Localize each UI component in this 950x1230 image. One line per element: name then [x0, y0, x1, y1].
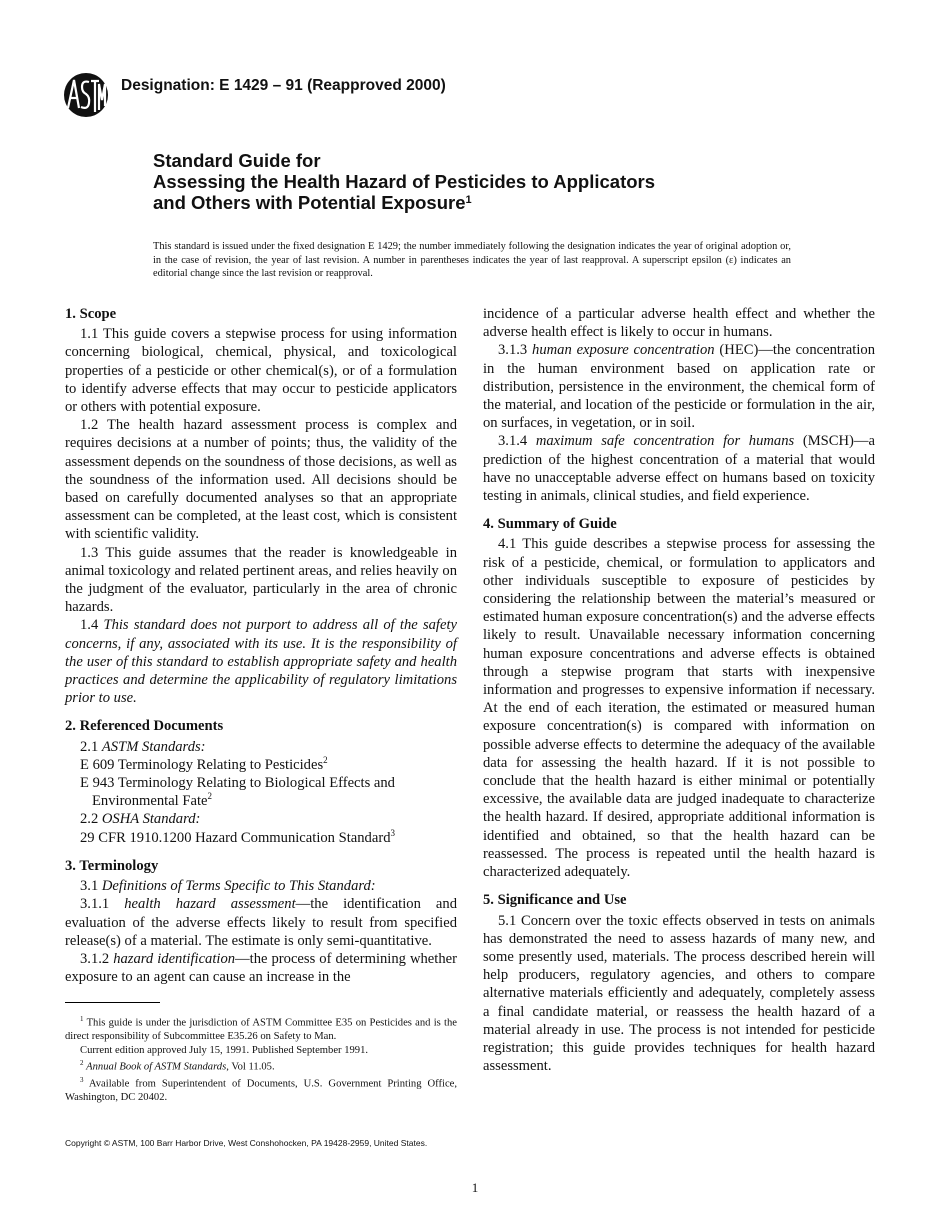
text-run: 3.1.4: [498, 433, 536, 450]
footnote-ref: 3: [80, 1076, 84, 1085]
title-text: and Others with Potential Exposure: [153, 192, 466, 213]
title-line: Assessing the Health Hazard of Pesticides to Applicators: [153, 171, 656, 192]
text-run: (HEC)—the concentration in the human environment based on application rate or distribution, persistence in the environment, the chemical form of the material, and location of the pesticide or formulation in the air, on surfaces, in vegetation, or in soil.: [483, 342, 875, 432]
text-run: 3.1.2: [80, 950, 114, 967]
text-run: 1.3 This guide assumes that the reader is knowledgeable in animal toxicology and related pertinent areas, and relies heavily on the judgment of the evaluator, particularly in the area of chronic hazards.: [65, 544, 457, 616]
text-run: 3.1: [80, 878, 102, 895]
paragraph: [483, 912, 875, 1076]
paragraph: [483, 432, 875, 505]
text-run: ASTM Standards:: [101, 738, 206, 755]
text-run: E 943 Terminology Relating to Biological Effects and Environmental Fate: [80, 775, 395, 810]
text-run: Current edition approved July 15, 1991. Published September 1991.: [80, 1044, 369, 1056]
text-run: health hazard assessment: [124, 896, 296, 913]
text-run: This guide is under the jurisdiction of ASTM Committee E35 on Pesticides and is the direct responsibility of Subcommittee E35.26 on Safety to Man.: [65, 1017, 457, 1043]
paragraph: [65, 544, 457, 617]
paragraph: [65, 416, 457, 543]
text-run: E 609 Terminology Relating to Pesticides: [80, 756, 324, 773]
text-run: maximum safe concentration for humans: [535, 433, 795, 450]
section-heading: [483, 515, 875, 533]
text-run: incidence of a particular adverse health effect and whether the adverse health effect is likely to occur in humans.: [483, 306, 875, 341]
paragraph: [65, 950, 457, 986]
text-run: 5. Significance and Use: [483, 892, 627, 909]
section-heading: [483, 891, 875, 909]
footnote: [65, 1044, 457, 1058]
text-run: 2. Referenced Documents: [65, 718, 224, 735]
title-line: Standard Guide for: [153, 150, 321, 171]
footnotes: [65, 1013, 457, 1105]
paragraph: [65, 738, 457, 756]
left-column: [65, 305, 457, 986]
text-run: 3.1.1: [80, 896, 125, 913]
text-run: This standard does not purport to address all of the safety concerns, if any, associated with its use. It is the responsibility of the user of this standard to establish appropriate safety and health practices and determine the applicability of regulatory limitations prior to use.: [65, 617, 457, 707]
section-heading: [65, 857, 457, 875]
reference-item: [65, 756, 457, 774]
text-run: 29 CFR 1910.1200 Hazard Communication Standard: [80, 829, 391, 846]
text-run: Definitions of Terms Specific to This Standard:: [101, 878, 376, 895]
footnote-divider: [65, 1002, 160, 1003]
paragraph: [65, 810, 457, 828]
text-run: 3. Terminology: [65, 857, 159, 874]
paragraph: [65, 895, 457, 950]
paragraph: [65, 325, 457, 416]
footnote-ref: 2: [80, 1059, 84, 1068]
reference-item: [65, 829, 457, 847]
footnote-ref: 1: [80, 1015, 84, 1023]
footnote-ref: 2: [207, 791, 213, 802]
issuance-notice: This standard is issued under the fixed designation E 1429; the number immediately following the designation indicates the year of original adoption or, in the case of revision, the year of last revision. A number in parentheses indicates the year of last reapproval. A superscript epsilon (ε) indicates an editorial change since the last revision or reapproval.: [153, 241, 791, 279]
text-run: hazard identification: [113, 950, 236, 967]
title-line: [153, 192, 655, 213]
text-run: Available from Superintendent of Documents, U.S. Government Printing Office, Washington, DC 20402.: [65, 1078, 457, 1104]
text-run: 2.1: [80, 738, 102, 755]
paragraph: [483, 341, 875, 432]
text-run: 1.1 This guide covers a stepwise process for using information concerning biological, chemical, physical, and toxicological properties of a pesticide or other chemical(s), or of a formulation to identify adverse effects that may occur to pesticide applicators or others with potential exposure.: [65, 326, 457, 416]
footnote: [65, 1074, 457, 1105]
footnote: [65, 1057, 457, 1074]
footnote-ref: 2: [323, 755, 328, 766]
text-run: 2.2: [80, 811, 102, 828]
footnote-ref: 3: [390, 827, 395, 838]
astm-logo: [63, 72, 109, 118]
reference-item: [65, 774, 457, 810]
section-heading: [65, 717, 457, 735]
text-run: Annual Book of ASTM Standards: [86, 1061, 227, 1073]
text-run: 1. Scope: [65, 306, 117, 322]
text-run: OSHA Standard:: [101, 811, 201, 828]
text-run: 3.1.3: [498, 342, 533, 359]
paragraph: [65, 877, 457, 895]
text-run: , Vol 11.05.: [226, 1061, 275, 1073]
footnote: [65, 1013, 457, 1044]
footnote-ref: 1: [465, 194, 472, 206]
text-run: human exposure concentration: [532, 342, 715, 359]
section-heading: [65, 305, 457, 323]
text-run: 1.2 The health hazard assessment process is complex and requires decisions at a number of points; thus, the validity of the assessment depends on the soundness of those decisions, as well as the soundness of the information used. All decisions should be based on carefully documented analyses so that an appropriate assessment can be completed, at the least cost, which is consistent with scientific validity.: [65, 417, 457, 543]
paragraph: [483, 305, 875, 341]
text-run: 4. Summary of Guide: [483, 516, 617, 533]
text-run: 4.1 This guide describes a stepwise process for assessing the risk of a pesticide, chemical, or formulation to applicators and other individuals susceptible to exposure of pesticides by considering the relationship between the material’s measured or estimated human exposure concentration(s) and the adverse effects likely to result. Unavailable necessary information concerning human exposure concentrations and adverse effects is obtained through a stepwise program that starts with inexpensive information and progresses to expensive information if necessary. At the end of each iteration, the estimated or measured human exposure concentration(s) is compared with information on possible adverse effects to determine the adequacy of the available data for assessing the health hazard. If it is not possible to conclude that the health hazard is either minimal or potentially excessive, the available data are judged inadequate to characterize the health hazard. If desired, appropriate additional information is identified and obtained, so that the health hazard can be reassessed. The process is repeated until the health hazard is characterized adequately.: [483, 536, 875, 881]
text-run: —the identification and evaluation of the adverse effects likely to result from specified release(s) of a material. The estimate is only semi-quantitative.: [65, 896, 457, 949]
text-run: (MSCH)—a prediction of the highest concentration of a material that would have no unacceptable adverse effect on humans based on toxicity testing in animals, clinical studies, and field experience.: [483, 433, 875, 505]
text-run: —the process of determining whether exposure to an agent can cause an increase in the: [65, 950, 457, 986]
right-column: [483, 305, 875, 1075]
paragraph: [65, 616, 457, 707]
copyright: Copyright © ASTM, 100 Barr Harbor Drive, West Conshohocken, PA 19428-2959, United States.: [65, 1138, 428, 1148]
page-number: 1: [471, 1180, 479, 1195]
text-run: 5.1 Concern over the toxic effects observed in tests on animals has demonstrated the need to assess hazards of many new, and some presently used, materials. The process described herein will help producers, regulatory agencies, and others to compare alternative materials efficiently and adequately, completely assess a final candidate material, or reassess the health hazard of a material already in use. The process is not intended for pesticide registration; this guide provides techniques for health hazard assessment.: [483, 912, 875, 1075]
paragraph: [483, 535, 875, 881]
text-run: 1.4: [80, 617, 104, 634]
designation: Designation: E 1429 – 91 (Reapproved 2000): [121, 77, 446, 94]
document-title: [153, 150, 655, 213]
